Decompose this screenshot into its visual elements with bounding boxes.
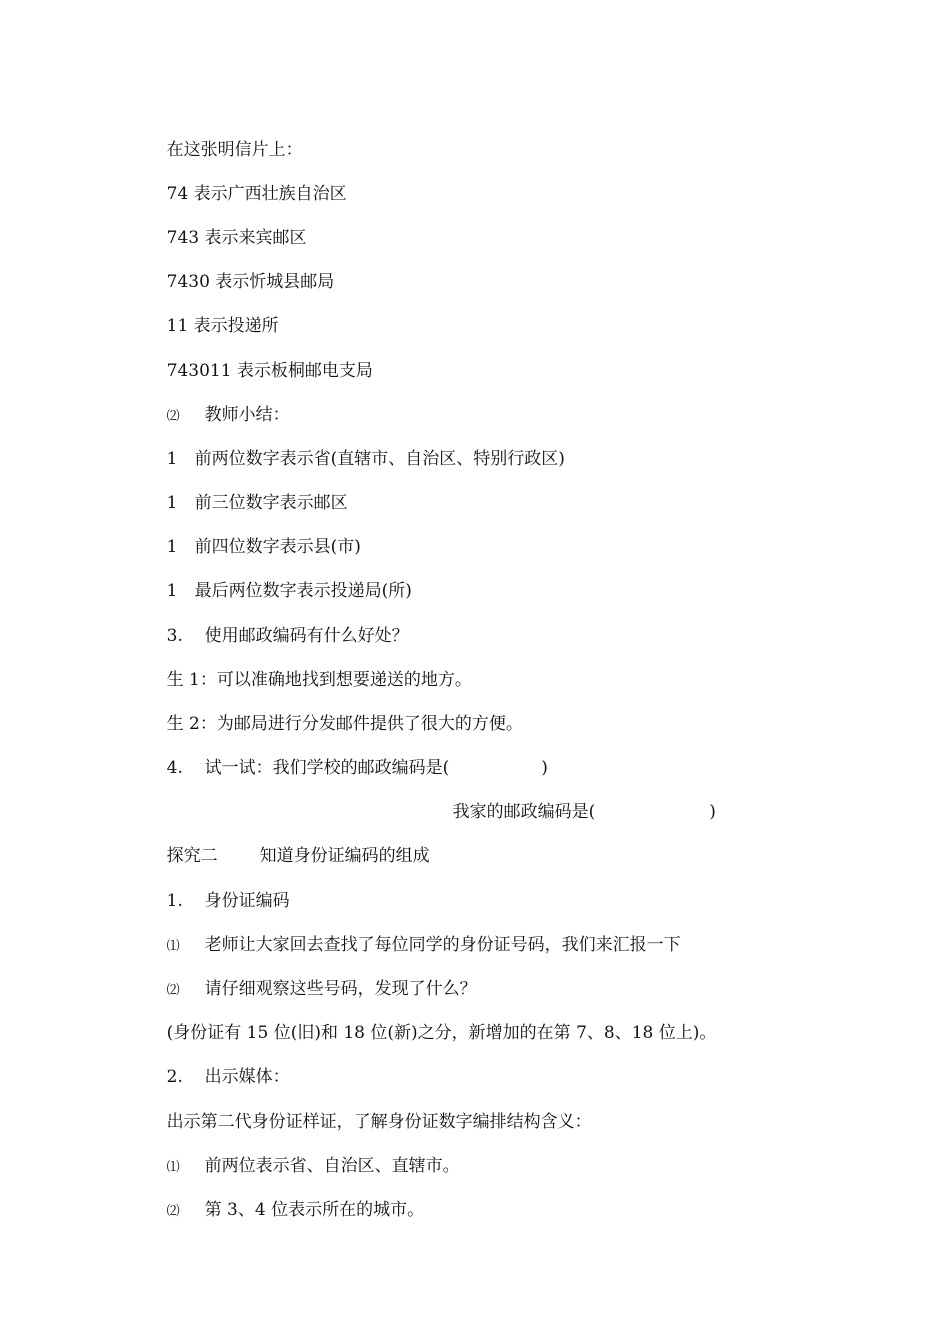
- line-text: 身份证编码: [204, 891, 290, 911]
- line-text: 前两位数字表示省(直辖市、自治区、特别行政区): [194, 449, 565, 469]
- line-text: 老师让大家回去查找了每位同学的身份证号码，我们来汇报一下: [204, 935, 681, 955]
- line-text: 7430 表示忻城县邮局: [166, 272, 335, 292]
- list-marker: 1: [166, 493, 178, 513]
- list-marker: 1: [166, 581, 178, 601]
- line-text: 试一试：我们学校的邮政编码是(: [204, 758, 450, 778]
- line-text: 在这张明信片上：: [166, 140, 303, 160]
- list-marker: 1: [166, 537, 178, 557]
- section-title: 知道身份证编码的组成: [259, 846, 430, 866]
- list-marker: ⑵: [166, 1204, 180, 1219]
- line-text: 请仔细观察这些号码，发现了什么？: [204, 979, 477, 999]
- line-text: 前四位数字表示县(市): [194, 537, 361, 557]
- line-text: 743 表示来宾邮区: [166, 228, 307, 248]
- line-text: 前两位表示省、自治区、直辖市。: [204, 1156, 460, 1176]
- line-text: 第 3、4 位表示所在的城市。: [204, 1200, 425, 1220]
- line-text: ): [541, 758, 548, 778]
- line-text: 使用邮政编码有什么好处？: [204, 626, 409, 646]
- list-marker: 1: [166, 449, 178, 469]
- line-text: (身份证有 15 位(旧)和 18 位(新)之分，新增加的在第 7、8、18 位上)。: [166, 1023, 717, 1043]
- list-marker: 1.: [166, 891, 183, 911]
- line-text: 最后两位数字表示投递局(所): [194, 581, 412, 601]
- line-text: ): [709, 802, 716, 822]
- line-text: 前三位数字表示邮区: [194, 493, 348, 513]
- numbered-line: [145, 1177, 424, 1245]
- list-marker: 4.: [166, 758, 183, 778]
- line-text: 我家的邮政编码是(: [452, 802, 596, 822]
- list-marker: ⑵: [166, 409, 180, 424]
- line-text: 74 表示广西壮族自治区: [166, 184, 347, 204]
- list-marker: 3.: [166, 626, 183, 646]
- section-label: 探究二: [166, 846, 218, 866]
- list-marker: 2.: [166, 1067, 183, 1087]
- line-text: 生 2：为邮局进行分发邮件提供了很大的方便。: [166, 714, 523, 734]
- list-marker: ⑴: [166, 939, 180, 954]
- line-text: 生 1：可以准确地找到想要递送的地方。: [166, 670, 472, 690]
- text-line: [431, 779, 716, 845]
- line-text: 743011 表示板桐邮电支局: [166, 361, 373, 381]
- list-marker: ⑵: [166, 983, 180, 998]
- line-text: 出示第二代身份证样证，了解身份证数字编排结构含义：: [166, 1112, 592, 1132]
- line-text: 出示媒体：: [204, 1067, 290, 1087]
- line-text: 教师小结：: [204, 405, 290, 425]
- line-text: 11 表示投递所: [166, 316, 279, 336]
- list-marker: ⑴: [166, 1160, 180, 1175]
